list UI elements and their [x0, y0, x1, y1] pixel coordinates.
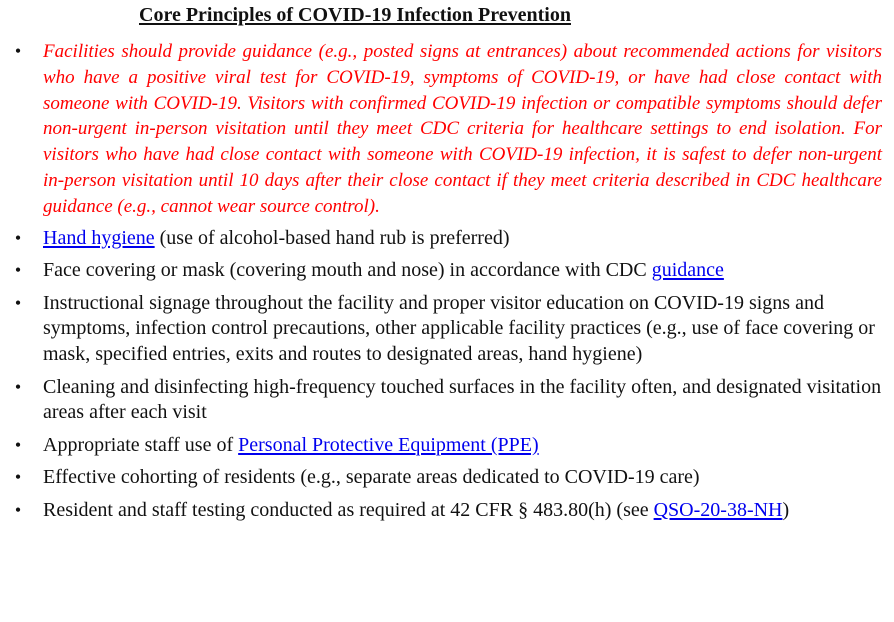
testing-text: Resident and staff testing conducted as required at 42 CFR § 483.80(h) (see	[43, 498, 654, 521]
list-item-ppe	[8, 433, 884, 459]
visitor-guidance-text: Facilities should provide guidance (e.g., posted signs at entrances) about recommended actions for visitors who have a positive viral test for COVID-19, symptoms of COVID-19, or have had close contact with someone with COVID-19. Visitors with confirmed COVID-19 infection or compatible symptoms should defer non-urgent in-person visitation until they meet CDC criteria for healthcare settings to end isolation. For visitors who have had close contact with someone with COVID-19 infection, it is safest to defer non-urgent in-person visitation until 10 days after their close contact if they meet criteria described in CDC healthcare guidance (e.g., cannot wear source control).	[43, 41, 882, 217]
bullet-icon: •	[14, 499, 22, 520]
bullet-icon: •	[14, 260, 22, 281]
list-item-instructional-signage	[8, 291, 884, 368]
list-item-face-covering	[8, 258, 884, 284]
list-item-visitor-guidance	[8, 39, 884, 220]
bullet-icon: •	[14, 467, 22, 488]
face-covering-text: Face covering or mask (covering mouth and nose) in accordance with CDC	[43, 259, 652, 282]
bullet-icon: •	[14, 41, 22, 61]
qso-link[interactable]: QSO-20-38-NH	[653, 498, 783, 521]
cleaning-text: Cleaning and disinfecting high-frequency touched surfaces in the facility often, and designated visitation areas after each visit	[43, 375, 882, 424]
document-title: Core Principles of COVID-19 Infection Prevention	[139, 4, 571, 26]
bullet-icon: •	[14, 434, 22, 455]
list-item-cohorting	[8, 465, 884, 491]
bullet-icon: •	[14, 227, 22, 248]
hand-hygiene-link[interactable]: Hand hygiene	[43, 226, 155, 249]
testing-text-closing: )	[782, 498, 790, 521]
principles-list	[8, 39, 884, 524]
guidance-link[interactable]: guidance	[651, 259, 724, 282]
bullet-icon: •	[14, 376, 22, 397]
hand-hygiene-text: (use of alcohol-based hand rub is preferred)	[154, 226, 510, 249]
bullet-icon: •	[14, 292, 22, 313]
instructional-signage-text: Instructional signage throughout the facility and proper visitor education on COVID-19 signs and symptoms, infection control precautions, other applicable facility practices (e.g., use of face covering or mask, specified entries, exits and routes to designated areas, hand hygiene)	[43, 291, 875, 365]
list-item-cleaning	[8, 375, 884, 426]
list-item-hand-hygiene	[8, 226, 884, 252]
cohorting-text: Effective cohorting of residents (e.g., separate areas dedicated to COVID-19 care)	[43, 466, 700, 489]
ppe-text: Appropriate staff use of	[43, 433, 239, 456]
ppe-link[interactable]: Personal Protective Equipment (PPE)	[238, 433, 539, 456]
list-item-testing	[8, 498, 884, 524]
